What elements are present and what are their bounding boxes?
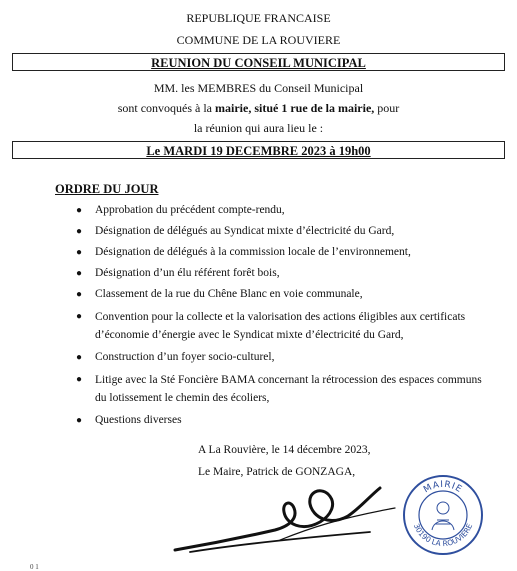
agenda-item <box>70 287 490 302</box>
bullet-icon: ● <box>76 247 83 258</box>
agenda-item <box>70 308 490 344</box>
agenda-item <box>70 245 490 260</box>
meeting-date: Le MARDI 19 DECEMBRE 2023 à 19h00 <box>146 144 371 158</box>
convocation-line-3: la réunion qui aura lieu le : <box>193 121 324 135</box>
commune-header: COMMUNE DE LA ROUVIERE <box>176 33 341 47</box>
stamp-bottom-text: 30190 LA ROUVIERE <box>411 522 475 549</box>
bullet-icon: ● <box>76 268 83 279</box>
convocation-line-1: MM. les MEMBRES du Conseil Municipal <box>153 81 364 95</box>
bullet-icon: ● <box>76 226 83 237</box>
stamp-top-text: MAIRIE <box>422 479 465 496</box>
meeting-location: mairie, situé 1 rue de la mairie, <box>215 101 375 115</box>
meeting-date-box <box>12 141 505 159</box>
meeting-title: REUNION DU CONSEIL MUNICIPAL <box>151 56 366 70</box>
agenda-item-text: Approbation du précédent compte-rendu, <box>95 204 285 216</box>
mayor-signatory: Le Maire, Patrick de GONZAGA, <box>198 466 356 478</box>
bullet-icon: ● <box>76 289 83 300</box>
svg-text:MAIRIE <box>422 480 464 495</box>
agenda-item <box>70 413 490 428</box>
bullet-icon: ● <box>76 352 83 363</box>
agenda-item <box>70 371 490 407</box>
agenda-item <box>70 350 490 365</box>
agenda-item-text: Classement de la rue du Chêne Blanc en voie communale, <box>95 288 363 300</box>
mayor-signature <box>170 478 410 560</box>
agenda-item-text: Convention pour la collecte et la valorisation des actions éligibles aux certificats d’économie d’énergie avec le Syndicat mixte d’électricité du Gard, <box>95 311 466 341</box>
bullet-icon: ● <box>76 311 83 322</box>
agenda-item <box>70 266 490 281</box>
agenda-item <box>70 203 490 218</box>
convocation-line-2-pre: sont convoqués à la <box>117 101 215 115</box>
svg-text:30190 LA ROUVIERE <box>412 522 475 548</box>
agenda-item-text: Questions diverses <box>95 414 182 426</box>
page-footnote: 0 1 <box>30 563 39 571</box>
agenda-item-text: Désignation de délégués à la commission locale de l’environnement, <box>95 246 411 258</box>
bullet-icon: ● <box>76 415 83 426</box>
agenda-title: ORDRE DU JOUR <box>55 182 159 196</box>
bullet-icon: ● <box>76 205 83 216</box>
meeting-title-box <box>12 53 505 71</box>
agenda-item-text: Construction d’un foyer socio-culturel, <box>95 351 275 363</box>
mairie-stamp <box>402 474 484 556</box>
marianne-emblem-icon <box>432 502 454 530</box>
agenda-list <box>70 203 490 428</box>
convocation-line-2 <box>0 101 517 116</box>
agenda-item-text: Litige avec la Sté Foncière BAMA concernant la rétrocession des espaces communs du lotissement le chemin des écoliers, <box>95 374 482 404</box>
republic-header: REPUBLIQUE FRANCAISE <box>186 11 331 25</box>
agenda-item <box>70 224 490 239</box>
place-and-date: A La Rouvière, le 14 décembre 2023, <box>198 444 371 456</box>
bullet-icon: ● <box>76 374 83 385</box>
convocation-line-2-post: pour <box>374 101 400 115</box>
agenda-item-text: Désignation d’un élu référent forêt bois, <box>95 267 280 279</box>
agenda-item-text: Désignation de délégués au Syndicat mixte d’électricité du Gard, <box>95 225 395 237</box>
